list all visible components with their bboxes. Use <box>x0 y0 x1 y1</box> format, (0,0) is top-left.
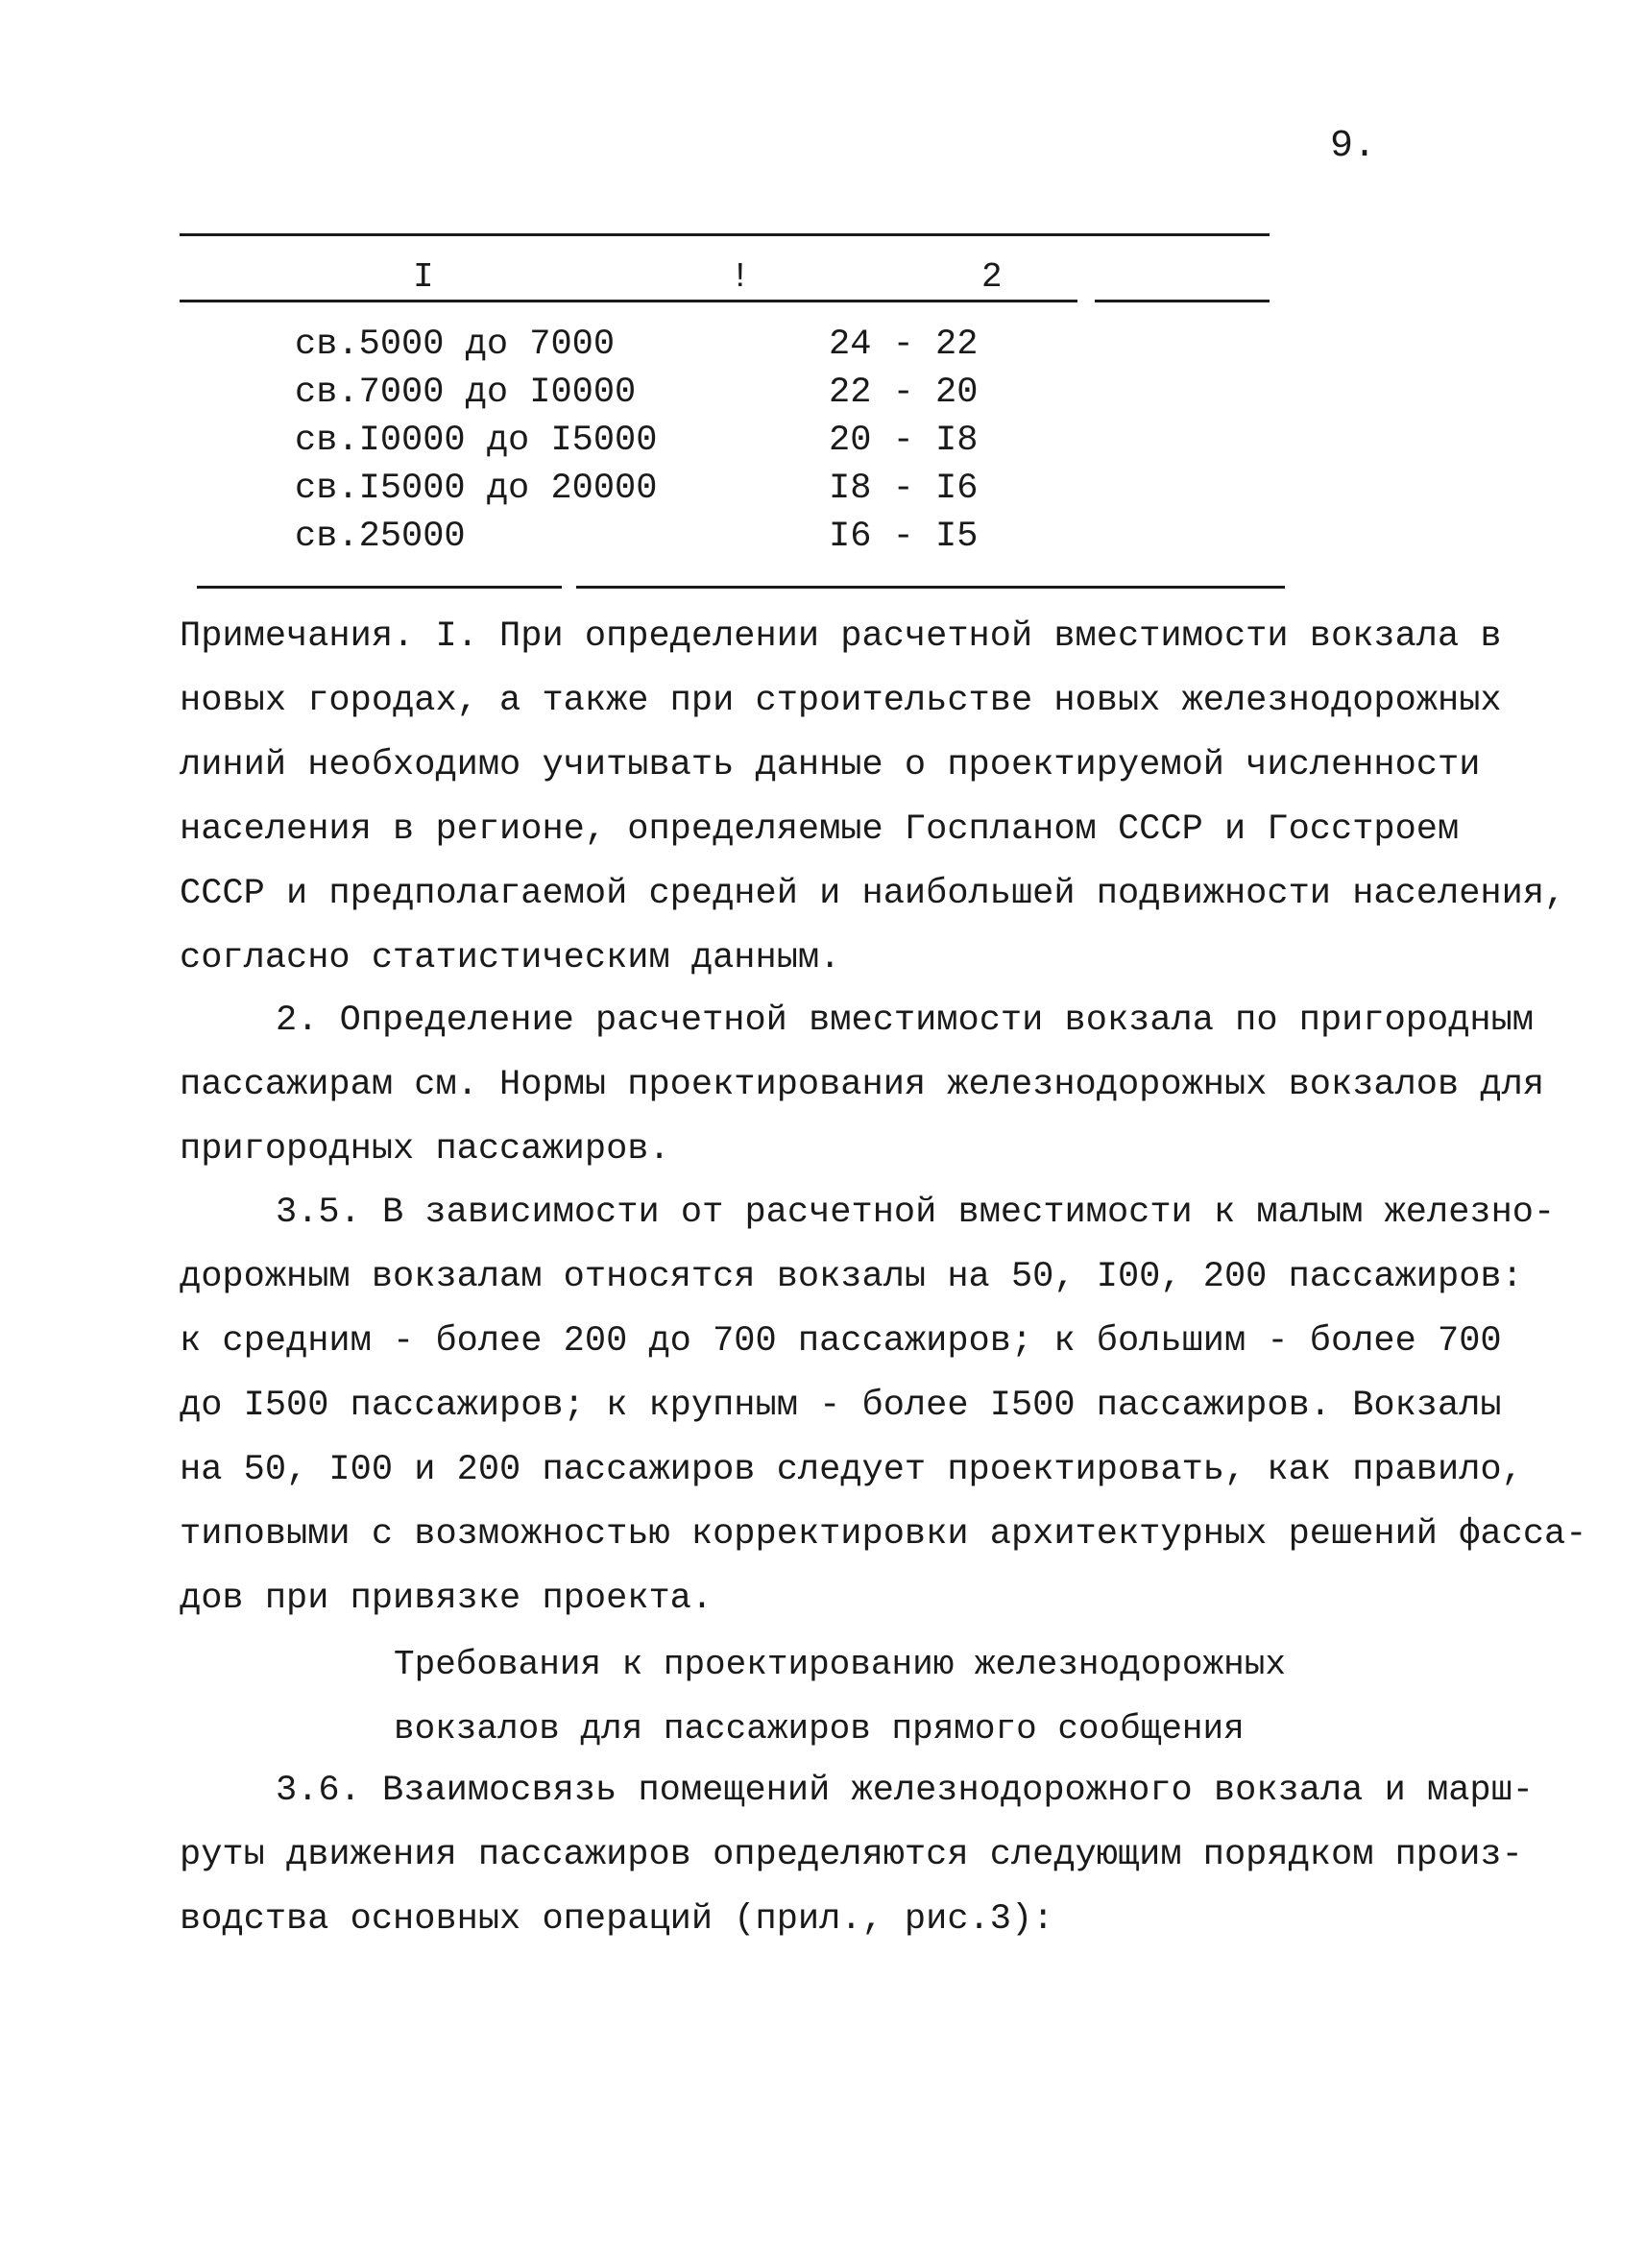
section-3-5-line: дорожным вокзалам относятся вокзалы на 50, I00, 200 пассажиров: <box>180 1257 1523 1297</box>
table-header-col1: I <box>413 257 434 297</box>
section-3-5-line: дов при привязке проекта. <box>180 1579 714 1619</box>
section-3-5-line: до I500 пассажиров; к крупным - более I500 пассажиров. Вокзалы <box>180 1386 1502 1426</box>
table-cell-value: 22 - 20 <box>829 373 979 413</box>
note-1-line: согласно статистическим данным. <box>180 938 841 978</box>
note-1-line: новых городах, а также при строительстве новых железнодорожных <box>180 681 1502 721</box>
note-1-line: линий необходимо учитывать данные о проектируемой численности <box>180 745 1481 785</box>
section-3-6-line: руты движения пассажиров определяются следующим порядком произ- <box>180 1835 1523 1875</box>
table-cell-value: 24 - 22 <box>829 325 979 365</box>
note-1-line: Примечания. I. При определении расчетной вместимости вокзала в <box>180 616 1502 657</box>
note-2-line: пассажирам см. Нормы проектирования железнодорожных вокзалов для <box>180 1065 1545 1105</box>
note-1-line: населения в регионе, определяемые Госпланом СССР и Госстроем <box>180 809 1460 850</box>
section-3-5-line: на 50, I00 и 200 пассажиров следует проектировать, как правило, <box>180 1450 1523 1490</box>
section-heading-line: Требования к проектированию железнодорожных <box>394 1645 1286 1684</box>
section-3-6 <box>180 1759 1534 1952</box>
table-cell-value: I8 - I6 <box>829 469 979 509</box>
table-bottom-rule-left <box>197 586 562 589</box>
note-2-line: 2. Определение расчетной вместимости вокзала по пригородным <box>276 1001 1535 1041</box>
section-3-5 <box>180 1181 1586 1631</box>
table-cell-range: св.25000 <box>295 517 466 557</box>
table-bottom-rule-right <box>576 586 1285 589</box>
section-3-6-line: 3.6. Взаимосвязь помещений железнодорожного вокзала и марш- <box>276 1771 1535 1811</box>
note-2-line: пригородных пассажиров. <box>180 1129 670 1170</box>
section-heading-line: вокзалов для пассажиров прямого сообщения <box>394 1709 1245 1749</box>
table-header-rule-left <box>180 300 1077 302</box>
table-cell-range: св.I5000 до 20000 <box>295 469 658 509</box>
table-cell-value: I6 - I5 <box>829 517 979 557</box>
section-3-5-line: к средним - более 200 до 700 пассажиров; к большим - более 700 <box>180 1321 1502 1362</box>
table-cell-value: 20 - I8 <box>829 421 979 461</box>
table-header-col2: 2 <box>981 257 1003 297</box>
section-heading <box>394 1632 1286 1761</box>
table-header-divider: ! <box>730 257 751 297</box>
table-cell-range: св.5000 до 7000 <box>295 325 616 365</box>
note-1 <box>180 605 1565 991</box>
note-2 <box>180 989 1544 1182</box>
table-cell-range: св.7000 до I0000 <box>295 373 637 413</box>
table-top-rule <box>180 233 1270 236</box>
section-3-6-line: водства основных операций (прил., рис.3): <box>180 1899 1054 1940</box>
note-1-line: СССР и предполагаемой средней и наибольшей подвижности населения, <box>180 874 1566 914</box>
table-header-rule-right <box>1095 300 1270 302</box>
page-number: 9. <box>1330 125 1377 168</box>
table-cell-range: св.I0000 до I5000 <box>295 421 658 461</box>
section-3-5-line: типовыми с возможностью корректировки архитектурных решений фасса- <box>180 1514 1587 1555</box>
section-3-5-line: 3.5. В зависимости от расчетной вместимости к малым железно- <box>276 1193 1556 1233</box>
